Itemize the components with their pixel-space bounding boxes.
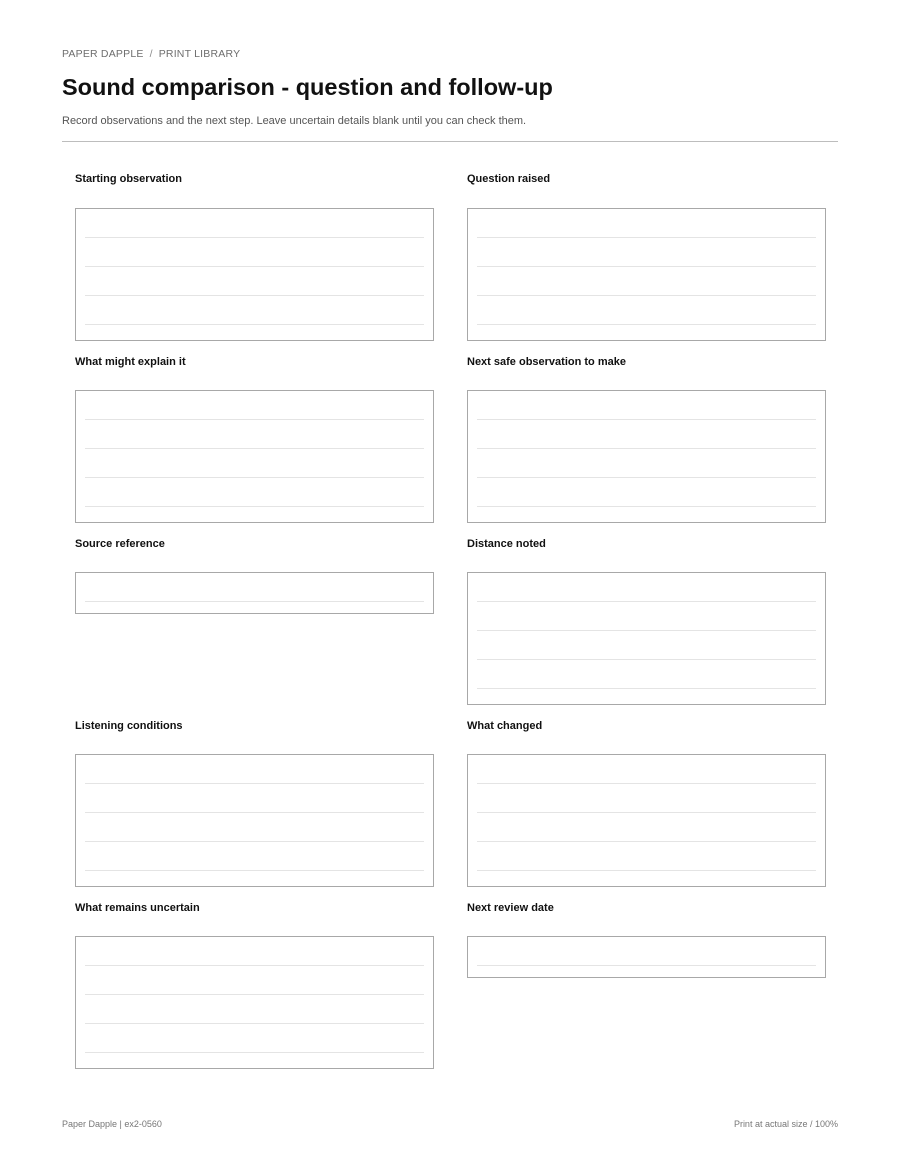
field-label-what-might-explain-it: What might explain it xyxy=(75,356,186,368)
field-box-next-review-date[interactable] xyxy=(467,936,826,978)
field-label-listening-conditions: Listening conditions xyxy=(75,720,183,732)
writing-line xyxy=(477,266,816,267)
field-box-question-raised[interactable] xyxy=(467,208,826,341)
writing-line xyxy=(477,870,816,871)
writing-line xyxy=(85,419,424,420)
writing-line xyxy=(477,659,816,660)
field-label-what-changed: What changed xyxy=(467,720,543,732)
writing-line xyxy=(477,812,816,813)
writing-line xyxy=(85,994,424,995)
writing-line xyxy=(85,870,424,871)
writing-line xyxy=(85,448,424,449)
field-label-what-remains-uncertain: What remains uncertain xyxy=(75,902,200,914)
field-label-distance-noted: Distance noted xyxy=(467,538,546,550)
writing-line xyxy=(477,630,816,631)
footer-print-note: Print at actual size / 100% xyxy=(733,1119,838,1129)
breadcrumb-separator: / xyxy=(149,48,153,60)
field-label-question-raised: Question raised xyxy=(467,173,551,185)
writing-line xyxy=(477,295,816,296)
writing-line xyxy=(85,1023,424,1024)
writing-line xyxy=(85,266,424,267)
field-label-source-reference: Source reference xyxy=(75,538,165,550)
breadcrumb-section: PRINT LIBRARY xyxy=(158,48,241,60)
field-box-what-might-explain-it[interactable] xyxy=(75,390,434,523)
breadcrumb-brand: PAPER DAPPLE xyxy=(62,48,144,60)
footer-document-id: Paper Dapple | ex2-0560 xyxy=(62,1119,162,1129)
field-label-next-review-date: Next review date xyxy=(467,902,554,914)
writing-line xyxy=(477,477,816,478)
writing-line xyxy=(85,841,424,842)
writing-line xyxy=(85,295,424,296)
writing-line xyxy=(85,324,424,325)
header-divider xyxy=(62,141,838,142)
page-subtitle: Record observations and the next step. Leave uncertain details blank until you can check them. xyxy=(62,115,527,127)
field-label-starting-observation: Starting observation xyxy=(75,173,182,185)
writing-line xyxy=(477,688,816,689)
field-box-distance-noted[interactable] xyxy=(467,572,826,705)
writing-line xyxy=(477,783,816,784)
writing-line xyxy=(477,506,816,507)
field-box-source-reference[interactable] xyxy=(75,572,434,614)
field-box-what-changed[interactable] xyxy=(467,754,826,887)
writing-line xyxy=(477,324,816,325)
writing-line xyxy=(85,237,424,238)
breadcrumb xyxy=(62,48,240,60)
writing-line xyxy=(477,965,816,966)
writing-line xyxy=(85,477,424,478)
writing-line xyxy=(85,601,424,602)
writing-line xyxy=(85,965,424,966)
field-box-starting-observation[interactable] xyxy=(75,208,434,341)
field-box-listening-conditions[interactable] xyxy=(75,754,434,887)
page-title: Sound comparison - question and follow-up xyxy=(62,74,553,100)
writing-line xyxy=(85,1052,424,1053)
writing-line xyxy=(477,601,816,602)
writing-line xyxy=(477,419,816,420)
writing-line xyxy=(477,448,816,449)
field-label-next-safe-observation: Next safe observation to make xyxy=(467,356,626,368)
writing-line xyxy=(85,812,424,813)
field-box-what-remains-uncertain[interactable] xyxy=(75,936,434,1069)
writing-line xyxy=(477,841,816,842)
writing-line xyxy=(85,506,424,507)
writing-line xyxy=(477,237,816,238)
writing-line xyxy=(85,783,424,784)
field-box-next-safe-observation[interactable] xyxy=(467,390,826,523)
